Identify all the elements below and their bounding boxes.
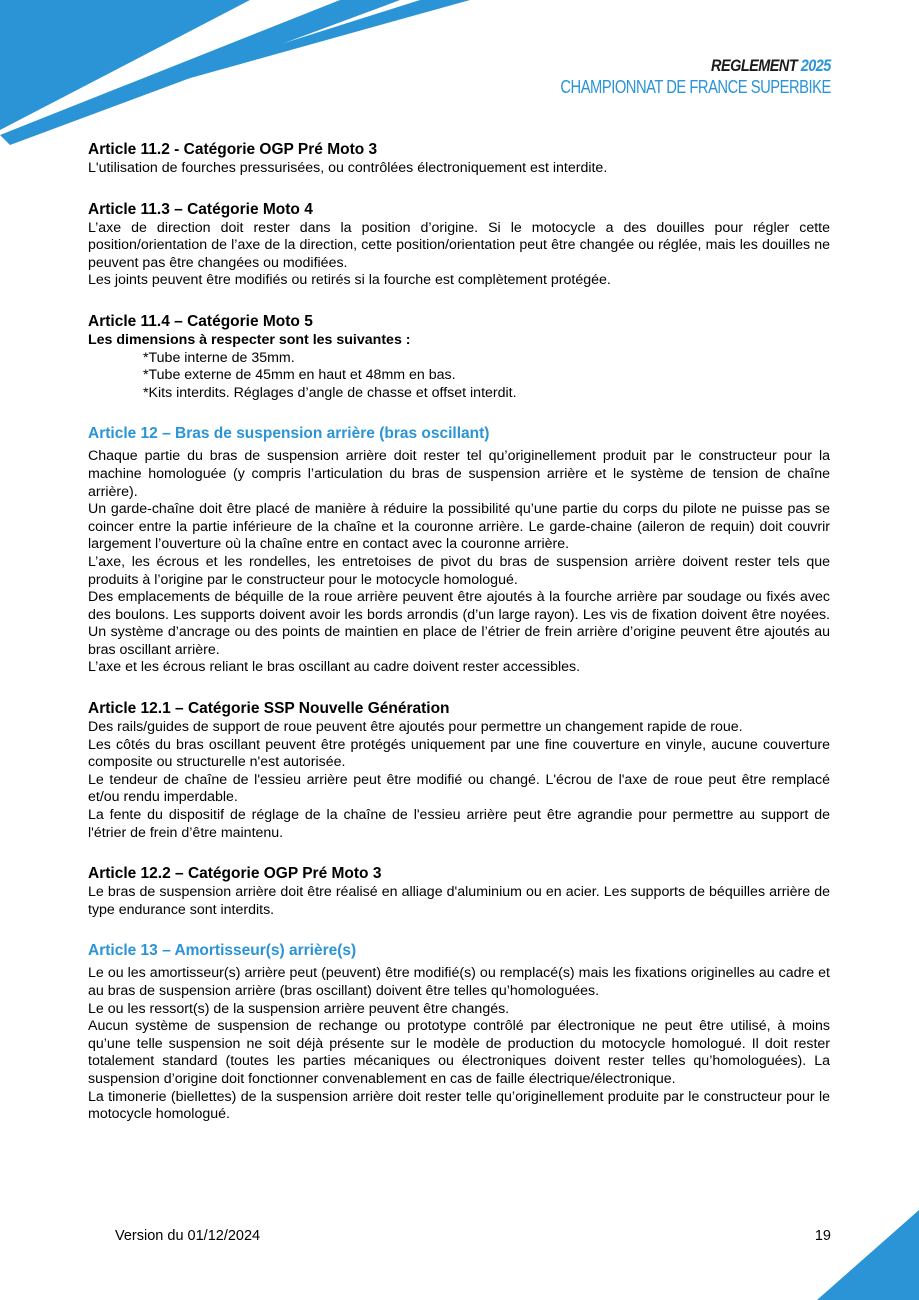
paragraph: L’axe, les écrous et les rondelles, les entretoises de pivot du bras de suspension arrière doivent rester tels que produits à l’origine par le constructeur pour le motocycle homologué. [88,553,830,588]
list-item: *Kits interdits. Réglages d’angle de chasse et offset interdit. [143,384,517,401]
heading-article-12-2: Article 12.2 – Catégorie OGP Pré Moto 3 [88,865,382,883]
heading-article-12: Article 12 – Bras de suspension arrière (bras oscillant) [88,425,490,443]
header-subtitle: CHAMPIONNAT DE FRANCE SUPERBIKE [560,77,831,97]
header-year: 2025 [800,56,831,75]
paragraph: Le ou les ressort(s) de la suspension arrière peuvent être changés. [88,1000,510,1017]
paragraph: Le tendeur de chaîne de l'essieu arrière peut être modifié ou changé. L'écrou de l'axe de roue peut être remplacé et/ou rendu imperdable. [88,771,830,806]
footer-page-number: 19 [814,1228,831,1244]
document-header [501,56,831,98]
heading-article-11-2: Article 11.2 - Catégorie OGP Pré Moto 3 [88,141,378,158]
paragraph: L’axe et les écrous reliant le bras oscillant au cadre doivent rester accessibles. [88,659,581,676]
corner-triangle-decoration [809,1210,919,1300]
paragraph: L’axe de direction doit rester dans la position d’origine. Si le motocycle a des douilles pour régler cette position/orientation de l’axe de la direction, cette position/orientation peut être changée ou réglée, mais les douilles ne peuvent pas être changées ou modifiées. [88,219,830,271]
document-body [88,140,830,1124]
list-item: *Tube externe de 45mm en haut et 48mm en bas. [143,367,456,384]
dimensions-intro: Les dimensions à respecter sont les suivantes : [88,331,411,348]
paragraph: Aucun système de suspension de rechange ou prototype contrôlé par électronique ne peut être utilisé, à moins qu’une telle suspension ne soit déjà présente sur le modèle de production du motocycle homologué. Il doit rester totalement standard (toutes les parties mécaniques ou électroniques doivent rester telles qu’homologuées). La suspension d’origine doit fonctionner convenablement en cas de faille électrique/électronique. [88,1018,830,1087]
heading-article-11-4: Article 11.4 – Catégorie Moto 5 [88,312,313,330]
list-item: *Tube interne de 35mm. [143,349,295,366]
corner-stripes-decoration [0,0,480,150]
paragraph: Les joints peuvent être modifiés ou retirés si la fourche est complètement protégée. [88,272,611,289]
paragraph: Le bras de suspension arrière doit être réalisé en alliage d'aluminium ou en acier. Les supports de béquilles arrière de type endurance sont interdits. [88,884,830,918]
header-word: REGLEMENT [711,56,798,75]
paragraph: La fente du dispositif de réglage de la chaîne de l'essieu arrière peut être agrandie pour permettre au support de l'étrier de frein d’être maintenu. [88,807,830,841]
paragraph: Les côtés du bras oscillant peuvent être protégés uniquement par une fine couverture en vinyle, aucune couverture composite ou structurelle n'est autorisée. [88,736,830,771]
paragraph: La timonerie (biellettes) de la suspension arrière doit rester telle qu’originellement produite par le constructeur pour le motocycle homologué. [88,1088,830,1123]
paragraph: L'utilisation de fourches pressurisées, ou contrôlées électroniquement est interdite. [88,160,608,176]
header-title [551,56,831,76]
heading-article-11-3: Article 11.3 – Catégorie Moto 4 [88,200,313,218]
heading-article-12-1: Article 12.1 – Catégorie SSP Nouvelle Génération [88,700,450,718]
paragraph: Des rails/guides de support de roue peuvent être ajoutés pour permettre un changement rapide de roue. [88,719,743,736]
heading-article-13: Article 13 – Amortisseur(s) arrière(s) [88,942,357,960]
paragraph: Un garde-chaîne doit être placé de manière à réduire la possibilité qu’une partie du corps du pilote ne puisse pas se coincer entre la partie inférieure de la chaîne et la couronne arrière. Le garde-chaine (aileron de requin) doit couvrir largement l’ouverture où la chaîne entre en contact avec la couronne arrière. [88,501,830,553]
paragraph: Le ou les amortisseur(s) arrière peut (peuvent) être modifié(s) ou remplacé(s) mais les fixations originelles au cadre et au bras de suspension arrière (bras oscillant) doivent être telles qu’homologuées. [88,965,830,999]
footer-version: Version du 01/12/2024 [115,1228,261,1244]
paragraph: Chaque partie du bras de suspension arrière doit rester tel qu’originellement produit par le constructeur pour la machine homologuée (y compris l’articulation du bras de suspension arrière et le système de tension de chaîne arrière). [88,448,830,500]
paragraph: Des emplacements de béquille de la roue arrière peuvent être ajoutés à la fourche arrière par soudage ou fixés avec des boulons. Les supports doivent avoir les bords arrondis (d’un large rayon). Les vis de fixation doivent être noyées. Un système d’ancrage ou des points de maintien en place de l’étrier de frein arrière d’origine peuvent être ajoutés au bras oscillant arrière. [88,589,830,658]
